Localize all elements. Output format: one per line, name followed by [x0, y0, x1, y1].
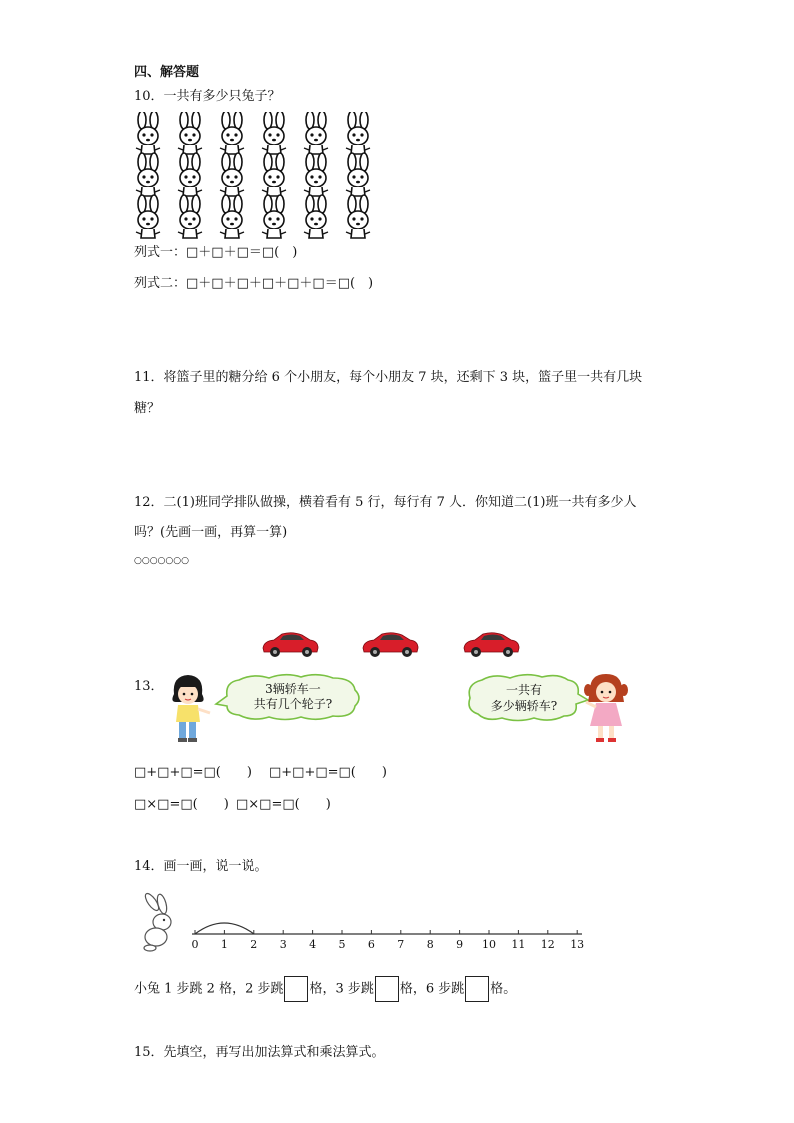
- answer-box-6-steps[interactable]: [465, 976, 489, 1002]
- number-line-label: 7: [397, 938, 405, 951]
- bubble-left-line2: 共有几个轮子?: [253, 697, 333, 711]
- q13-number: 13．: [134, 679, 164, 694]
- q13-equation-d: □×□=□( ): [236, 797, 331, 812]
- car-image: [461, 628, 521, 660]
- q14-question: 14．画一画，说一说。: [134, 859, 268, 874]
- number-line-label: 4: [309, 938, 317, 951]
- number-line-label: 0: [191, 938, 199, 951]
- q10-formula-1: 列式一：□＋□＋□＝□( ): [134, 245, 298, 260]
- bubble-right-line1: 一共有: [505, 683, 543, 697]
- section-title: 四、解答题: [134, 65, 200, 80]
- number-line-label: 6: [367, 938, 375, 951]
- number-line-label: 9: [456, 938, 464, 951]
- speech-bubble-left: [213, 672, 363, 722]
- q11-question-line2: 糖？: [134, 401, 161, 416]
- number-line-label: 10: [482, 938, 496, 951]
- q15-question: 15．先填空，再写出加法算式和乘法算式。: [134, 1045, 385, 1060]
- q14-sentence-part-d: 格。: [490, 981, 517, 997]
- q13-equation-a: □+□+□=□( ): [134, 765, 252, 780]
- answer-box-2-steps[interactable]: [284, 976, 308, 1002]
- number-line-label: 2: [250, 938, 258, 951]
- girl-right-image: [584, 672, 630, 748]
- q13-equation-b: □+□+□=□( ): [269, 765, 387, 780]
- rabbit-grid-image: [132, 112, 382, 240]
- number-line-label: 5: [338, 938, 346, 951]
- q11-question-line1: 11．将篮子里的糖分给 6 个小朋友，每个小朋友 7 块，还剩下 3 块，篮子里一共有几块: [134, 370, 643, 385]
- q14-sentence-part-c: 格，6 步跳: [399, 981, 465, 997]
- number-line-figure: [132, 892, 602, 954]
- number-line-label: 11: [511, 938, 526, 951]
- q10-formula-2: 列式二：□＋□＋□＋□＋□＋□＝□( ): [134, 276, 374, 291]
- number-line-label: 13: [570, 938, 585, 951]
- q12-circles: ○○○○○○○: [134, 556, 189, 566]
- q12-question-line1: 12．二(1)班同学排队做操，横着看有 5 行，每行有 7 人．你知道二(1)班一共有多少人: [134, 495, 637, 510]
- q12-question-line2: 吗？(先画一画，再算一算): [134, 525, 288, 540]
- q14-sentence-part-a: 小兔 1 步跳 2 格，2 步跳: [134, 981, 284, 997]
- number-line-label: 8: [426, 938, 434, 951]
- car-image: [360, 628, 420, 660]
- number-line-label: 3: [279, 938, 287, 951]
- girl-left-image: [166, 672, 216, 748]
- q10-question: 10．一共有多少只兔子？: [134, 89, 281, 104]
- q13-equation-c: □×□=□( ): [134, 797, 229, 812]
- q14-sentence: [134, 976, 516, 1002]
- answer-box-3-steps[interactable]: [375, 976, 399, 1002]
- number-line-label: 1: [220, 938, 228, 951]
- bubble-left-line1: 3辆轿车一: [265, 682, 321, 696]
- bubble-right-line2: 多少辆轿车?: [490, 699, 558, 713]
- number-line-label: 12: [540, 938, 555, 951]
- speech-bubble-right: [462, 672, 590, 724]
- car-image: [260, 628, 320, 660]
- rabbit-icon: [143, 892, 171, 951]
- q14-sentence-part-b: 格，3 步跳: [309, 981, 374, 997]
